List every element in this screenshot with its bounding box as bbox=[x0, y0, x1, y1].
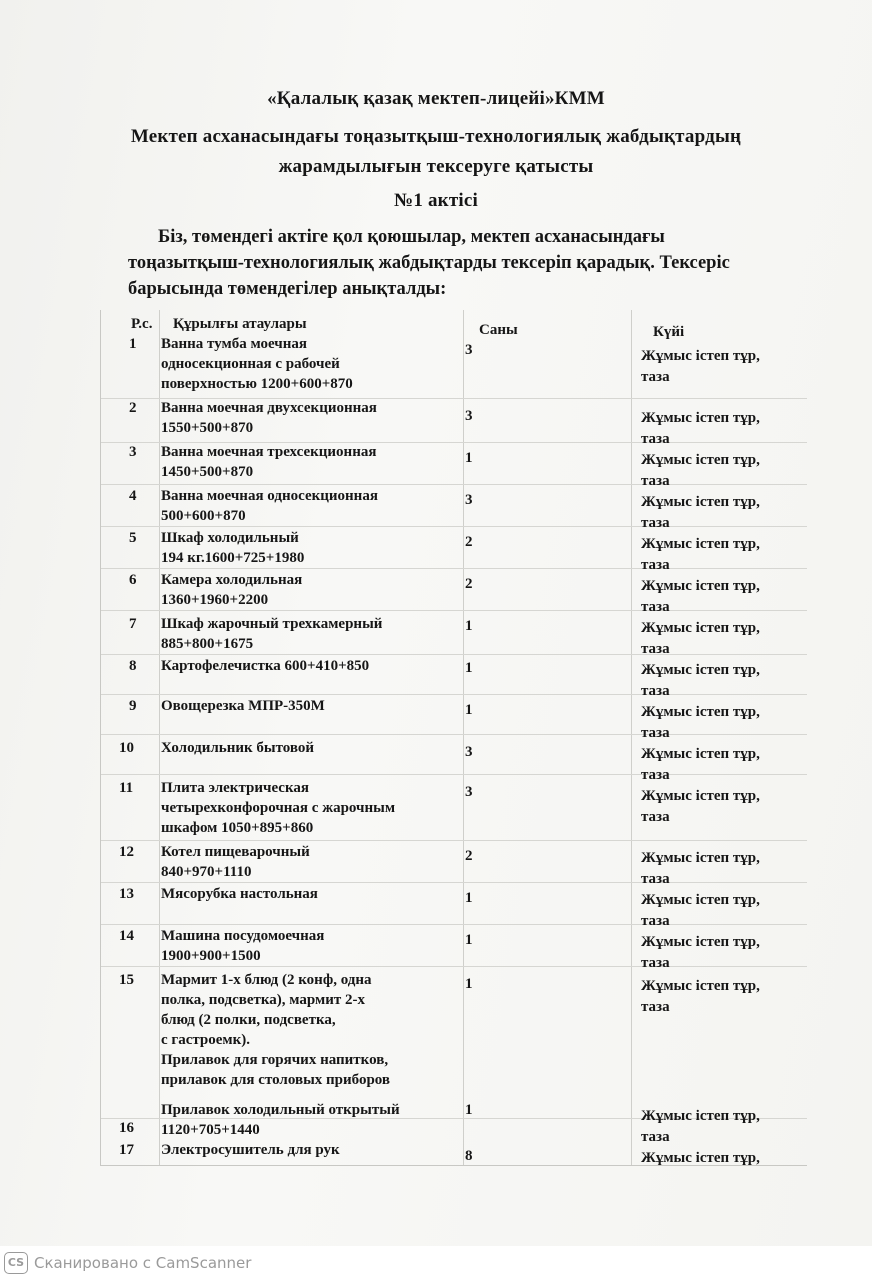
equipment-name-line: Мармит 1-х блюд (2 конф, одна bbox=[161, 972, 372, 988]
status-line: Жұмыс істеп тұр, bbox=[641, 410, 760, 426]
status-line: таза bbox=[641, 871, 670, 887]
equipment-name-line: блюд (2 полки, подсветка, bbox=[161, 1012, 336, 1028]
status-line: таза bbox=[641, 599, 670, 615]
equipment-name bbox=[161, 1100, 451, 1140]
equipment-name-line: полка, подсветка), мармит 2-х bbox=[161, 992, 365, 1008]
equipment-name bbox=[161, 1140, 451, 1160]
equipment-name bbox=[161, 778, 451, 838]
quantity: 1 bbox=[465, 618, 473, 634]
status-line: таза bbox=[641, 515, 670, 531]
equipment-name-line: Камера холодильная bbox=[161, 572, 303, 588]
status-line: Жұмыс істеп тұр, bbox=[641, 578, 760, 594]
equipment-name-line: Машина посудомоечная bbox=[161, 928, 325, 944]
title-line-2: жарамдылығын тексеруге қатысты bbox=[278, 156, 594, 177]
row-number: 9 bbox=[129, 698, 137, 714]
equipment-name-line: 194 кг.1600+725+1980 bbox=[161, 550, 305, 566]
equipment-name bbox=[161, 528, 451, 568]
status bbox=[641, 492, 816, 534]
status bbox=[641, 744, 816, 786]
status bbox=[641, 786, 816, 828]
equipment-name bbox=[161, 614, 451, 654]
status bbox=[641, 932, 816, 974]
status bbox=[641, 890, 816, 932]
row-number: 5 bbox=[129, 530, 137, 546]
quantity: 3 bbox=[465, 408, 473, 424]
equipment-name bbox=[161, 442, 451, 482]
status-line: Жұмыс істеп тұр, bbox=[641, 704, 760, 720]
row-number: 17 bbox=[119, 1142, 134, 1158]
equipment-name-line: Мясорубка настольная bbox=[161, 886, 318, 902]
equipment-name bbox=[161, 970, 451, 1090]
camscanner-logo-icon: CS bbox=[4, 1252, 28, 1274]
status-line: Жұмыс істеп тұр, bbox=[641, 788, 760, 804]
status bbox=[641, 1106, 816, 1148]
camscanner-text: Сканировано с CamScanner bbox=[34, 1254, 252, 1272]
equipment-name-line: прилавок для столовых приборов bbox=[161, 1072, 391, 1088]
row-number: 13 bbox=[119, 886, 134, 902]
equipment-name-line: Картофелечистка 600+410+850 bbox=[161, 658, 370, 674]
status bbox=[641, 976, 816, 1018]
quantity: 1 bbox=[465, 976, 473, 992]
quantity: 2 bbox=[465, 534, 473, 550]
equipment-name-line: Ванна тумба моечная bbox=[161, 336, 308, 352]
equipment-name bbox=[161, 842, 451, 882]
status bbox=[641, 534, 816, 576]
equipment-name-line: односекционная с рабочей bbox=[161, 356, 340, 372]
status-line: таза bbox=[641, 557, 670, 573]
status-line: Жұмыс істеп тұр, bbox=[641, 452, 760, 468]
quantity: 8 bbox=[465, 1148, 473, 1164]
equipment-name-line: 885+800+1675 bbox=[161, 636, 254, 652]
quantity: 1 bbox=[465, 1102, 473, 1118]
camscanner-footer bbox=[0, 1246, 872, 1280]
status-line: таза bbox=[641, 999, 670, 1015]
equipment-name-line: 1450+500+870 bbox=[161, 464, 254, 480]
status-line: Жұмыс істеп тұр, bbox=[641, 494, 760, 510]
status-line: таза bbox=[641, 431, 670, 447]
equipment-name-line: Ванна моечная трехсекционная bbox=[161, 444, 377, 460]
status-line: Жұмыс істеп тұр, bbox=[641, 892, 760, 908]
quantity: 1 bbox=[465, 450, 473, 466]
equipment-name-line: Шкаф холодильный bbox=[161, 530, 299, 546]
equipment-name-line: 1550+500+870 bbox=[161, 420, 254, 436]
status-line: Жұмыс істеп тұр, bbox=[641, 348, 760, 364]
status-line: таза bbox=[641, 955, 670, 971]
header-num: Р.с. bbox=[131, 316, 153, 332]
status bbox=[641, 346, 816, 388]
status-line: таза bbox=[641, 641, 670, 657]
row-number: 7 bbox=[129, 616, 137, 632]
quantity: 3 bbox=[465, 784, 473, 800]
status bbox=[641, 1148, 816, 1169]
quantity: 1 bbox=[465, 890, 473, 906]
equipment-name-line: Шкаф жарочный трехкамерный bbox=[161, 616, 383, 632]
status bbox=[641, 618, 816, 660]
quantity: 3 bbox=[465, 342, 473, 358]
row-number: 14 bbox=[119, 928, 134, 944]
status-line: Жұмыс істеп тұр, bbox=[641, 850, 760, 866]
status-line: таза bbox=[641, 809, 670, 825]
equipment-name-line: 1120+705+1440 bbox=[161, 1122, 260, 1138]
status bbox=[641, 576, 816, 618]
equipment-name-line: 1900+900+1500 bbox=[161, 948, 261, 964]
quantity: 1 bbox=[465, 702, 473, 718]
status-line: таза bbox=[641, 473, 670, 489]
row-number: 11 bbox=[119, 780, 134, 796]
equipment-name bbox=[161, 570, 451, 610]
equipment-name bbox=[161, 738, 451, 758]
equipment-name-line: четырехконфорочная с жарочным bbox=[161, 800, 396, 816]
intro-text bbox=[128, 224, 828, 302]
intro-line-3: барысында төмендегілер анықталды: bbox=[128, 279, 447, 299]
row-number: 1 bbox=[129, 336, 137, 352]
status bbox=[641, 450, 816, 492]
equipment-name-line: Электросушитель для рук bbox=[161, 1142, 340, 1158]
status-line: таза bbox=[641, 725, 670, 741]
quantity: 1 bbox=[465, 660, 473, 676]
row-number: 16 bbox=[119, 1120, 134, 1136]
header-status: Күйі bbox=[653, 324, 685, 340]
equipment-name-line: поверхностью 1200+600+870 bbox=[161, 376, 353, 392]
equipment-name-line: Прилавок для горячих напитков, bbox=[161, 1052, 389, 1068]
quantity: 1 bbox=[465, 932, 473, 948]
equipment-name-line: 1360+1960+2200 bbox=[161, 592, 269, 608]
equipment-name-line: Холодильник бытовой bbox=[161, 740, 315, 756]
status bbox=[641, 848, 816, 890]
quantity: 2 bbox=[465, 848, 473, 864]
equipment-name-line: шкафом 1050+895+860 bbox=[161, 820, 314, 836]
status bbox=[641, 660, 816, 702]
status-line: таза bbox=[641, 369, 670, 385]
equipment-name bbox=[161, 926, 451, 966]
organization-name: «Қалалық қазақ мектеп-лицейі»КММ bbox=[267, 88, 605, 109]
status bbox=[641, 408, 816, 450]
equipment-table bbox=[100, 310, 807, 1166]
quantity: 2 bbox=[465, 576, 473, 592]
status-line: Жұмыс істеп тұр, bbox=[641, 662, 760, 678]
equipment-name-line: Овощерезка МПР-350М bbox=[161, 698, 325, 714]
equipment-name-line: Прилавок холодильный открытый bbox=[161, 1102, 400, 1118]
row-number: 6 bbox=[129, 572, 137, 588]
status-line: таза bbox=[641, 767, 670, 783]
title-line-1: Мектеп асханасындағы тоңазытқыш-технологиялық жабдықтардың bbox=[130, 126, 742, 147]
quantity: 3 bbox=[465, 744, 473, 760]
equipment-name bbox=[161, 656, 451, 676]
equipment-name-line: 840+970+1110 bbox=[161, 864, 252, 880]
row-number: 3 bbox=[129, 444, 137, 460]
row-number: 4 bbox=[129, 488, 137, 504]
equipment-name bbox=[161, 398, 451, 438]
status-line: таза bbox=[641, 913, 670, 929]
header-name: Құрылғы атаулары bbox=[173, 316, 307, 332]
equipment-name-line: Ванна моечная односекционная bbox=[161, 488, 378, 504]
status-line: таза bbox=[641, 1129, 670, 1145]
row-number: 12 bbox=[119, 844, 134, 860]
equipment-name-line: 500+600+870 bbox=[161, 508, 246, 524]
intro-line-2: тоңазытқыш-технологиялық жабдықтарды тексеріп қарадық. Тексеріс bbox=[128, 253, 730, 273]
row-number: 15 bbox=[119, 972, 134, 988]
row-number: 8 bbox=[129, 658, 137, 674]
act-title: №1 актісі bbox=[394, 190, 478, 211]
status bbox=[641, 702, 816, 744]
equipment-name-line: Ванна моечная двухсекционная bbox=[161, 400, 377, 416]
status-line: Жұмыс істеп тұр, bbox=[641, 978, 760, 994]
status-line: таза bbox=[641, 683, 670, 699]
equipment-name-line: с гастроемк). bbox=[161, 1032, 251, 1048]
status-line: Жұмыс істеп тұр, bbox=[641, 1150, 760, 1166]
equipment-name-line: Плита электрическая bbox=[161, 780, 309, 796]
equipment-name bbox=[161, 884, 451, 904]
header-qty: Саны bbox=[479, 322, 518, 338]
equipment-name bbox=[161, 486, 451, 526]
equipment-name bbox=[161, 696, 451, 716]
row-number: 10 bbox=[119, 740, 134, 756]
equipment-name bbox=[161, 334, 451, 394]
quantity: 3 bbox=[465, 492, 473, 508]
status-line: Жұмыс істеп тұр, bbox=[641, 620, 760, 636]
status-line: Жұмыс істеп тұр, bbox=[641, 1108, 760, 1124]
status-line: Жұмыс істеп тұр, bbox=[641, 746, 760, 762]
status-line: Жұмыс істеп тұр, bbox=[641, 934, 760, 950]
status-line: Жұмыс істеп тұр, bbox=[641, 536, 760, 552]
intro-line-1: Біз, төмендегі актіге қол қоюшылар, мектеп асханасындағы bbox=[158, 227, 665, 247]
row-number: 2 bbox=[129, 400, 137, 416]
equipment-name-line: Котел пищеварочный bbox=[161, 844, 310, 860]
